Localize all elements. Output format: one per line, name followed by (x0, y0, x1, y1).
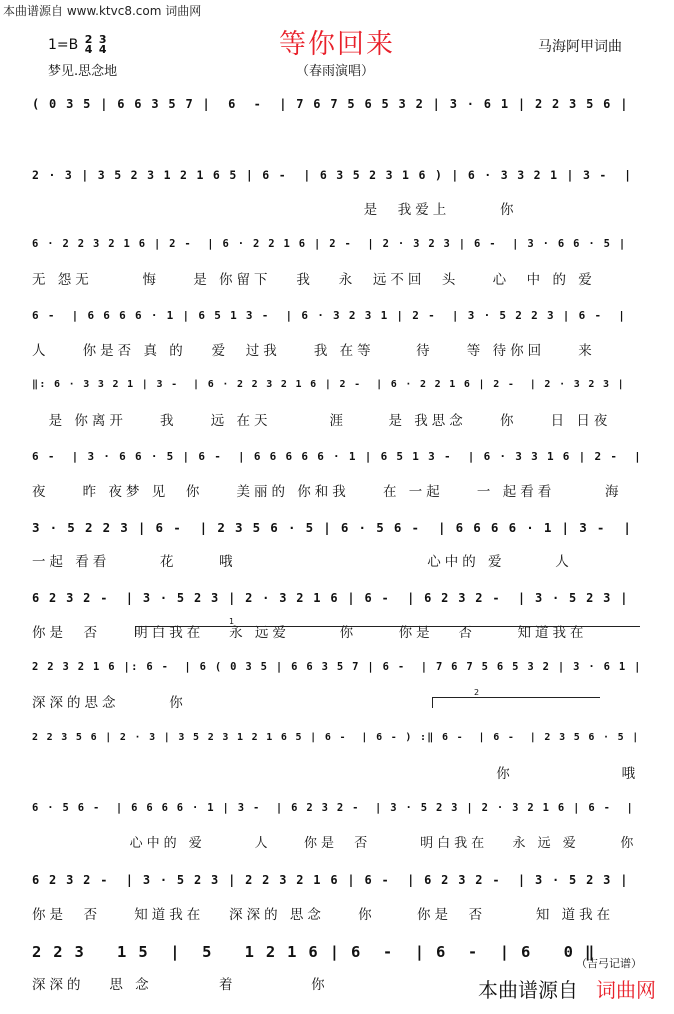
lyrics-row: 是 我爱上 你 (32, 201, 518, 218)
volta-bracket-2: 2 (432, 697, 600, 698)
lyrics-row: 人 你是否 真 的 爱 过我 我 在等 待 等 待你回 来 (32, 342, 596, 359)
notation-row: ( 0 3 5 | 6 6 3 5 7 | 6 - | 7 6 7 5 6 5 3 2 | 3 · 6 1 | 2 2 3 5 6 | (32, 97, 629, 111)
notation-row: 6 · 5 6 - | 6 6 6 6 · 1 | 3 - | 6 2 3 2 - | 3 · 5 2 3 | 2 · 3 2 1 6 | 6 - | (32, 802, 635, 814)
key-signature (48, 35, 106, 55)
score-line (0, 732, 674, 803)
song-title: 等你回来 (279, 29, 395, 60)
singer-credit: （春雨演唱） (296, 64, 375, 79)
score-line (0, 379, 674, 450)
footer-watermark (478, 974, 656, 1003)
lyrics-row: 深深的 思 念 着 你 (32, 977, 329, 993)
time-signature-1: 2 4 (84, 33, 93, 56)
lyrics-row: 是 你离开 我 远 在天 涯 是 我思念 你 日 日夜 (32, 413, 612, 429)
site-source-caption: 本曲谱源自 www.ktvc8.com 词曲网 (3, 4, 202, 18)
footer-text-a: 本曲谱源自 (478, 978, 578, 1002)
lyrics-row: 夜 昨 夜梦 见 你 美丽的 你和我 在 一起 一 起看看 海 (32, 483, 623, 500)
lyrics-row: 你 哦 (32, 765, 640, 782)
lyrics-row: 你是 否 明白我在 永 远爱 你 你是 否 知道我在 (32, 624, 588, 641)
notation-row: ‖: 6 · 3 3 2 1 | 3 - | 6 · 2 2 3 2 1 6 | 2 - | 6 · 2 2 1 6 | 2 - | 2 · 3 2 3 | (32, 379, 625, 390)
lyrics-row: 你是 否 知道我在 深深的 思念 你 你是 否 知 道我在 (32, 906, 615, 923)
score-line (0, 309, 674, 380)
score-line (0, 520, 674, 591)
notation-row: 2 · 3 | 3 5 2 3 1 2 1 6 5 | 6 - | 6 3 5 2 3 1 6 ) | 6 · 3 3 2 1 | 3 - | (32, 167, 633, 182)
lyrics-row: 无 怨无 悔 是 你留下 我 永 远不回 头 心 中 的 爱 (32, 272, 596, 288)
notation-row: 2 2 3 1 5 | 5 1 2 1 6 | 6 - | 6 - | 6 0 ‖ (32, 943, 596, 961)
notation-row: 2 2 3 2 1 6 |: 6 - | 6 ( 0 3 5 | 6 6 3 5 7 | 6 - | 7 6 7 5 6 5 3 2 | 3 · 6 1 | (32, 661, 642, 673)
score-line (0, 802, 674, 873)
score-line (0, 450, 674, 521)
notation-row: 6 - | 6 6 6 6 · 1 | 6 5 1 3 - | 6 · 3 2 3 1 | 2 - | 3 · 5 2 2 3 | 6 - | (32, 308, 627, 322)
notation-row: 3 · 5 2 2 3 | 6 - | 2 3 5 6 · 5 | 6 · 5 6 - | 6 6 6 6 · 1 | 3 - | (32, 520, 633, 535)
notation-row: 6 · 2 2 3 2 1 6 | 2 - | 6 · 2 2 1 6 | 2 - | 2 · 3 2 3 | 6 - | 3 · 6 6 · 5 | (32, 238, 627, 250)
time-signature-2: 3 4 (98, 33, 107, 56)
lyrics-row: 深深的思念 你 (32, 695, 187, 711)
volta-bracket-1: 1 (135, 626, 640, 627)
tempo-marking: 梦见.思念地 (48, 64, 118, 79)
score-line (0, 97, 674, 168)
score-line (0, 168, 674, 239)
transcriber-credit: （吉弓记谱） (576, 957, 642, 970)
lyrics-row: 心中的 爱 人 你是 否 明白我在 永 远 爱 你 (32, 836, 638, 851)
score-line (0, 238, 674, 309)
notation-row: 6 2 3 2 - | 3 · 5 2 3 | 2 2 3 2 1 6 | 6 - | 6 2 3 2 - | 3 · 5 2 3 | (32, 872, 629, 887)
footer-text-b: 词曲网 (596, 978, 656, 1002)
score-line (0, 873, 674, 944)
notation-row: 2 2 3 5 6 | 2 · 3 | 3 5 2 3 1 2 1 6 5 | 6 - | 6 - ) :‖ 6 - | 6 - | 2 3 5 6 · 5 | (32, 731, 640, 743)
composer-credit: 马海阿甲词曲 (538, 39, 622, 55)
notation-row: 6 2 3 2 - | 3 · 5 2 3 | 2 · 3 2 1 6 | 6 - | 6 2 3 2 - | 3 · 5 2 3 | (32, 590, 629, 605)
notation-row: 6 - | 3 · 6 6 · 5 | 6 - | 6 6 6 6 6 · 1 | 6 5 1 3 - | 6 · 3 3 1 6 | 2 - | (32, 449, 643, 463)
key-label: 1=B (48, 37, 79, 53)
lyrics-row: 一起 看看 花 哦 心中的 爱 人 (32, 554, 573, 570)
